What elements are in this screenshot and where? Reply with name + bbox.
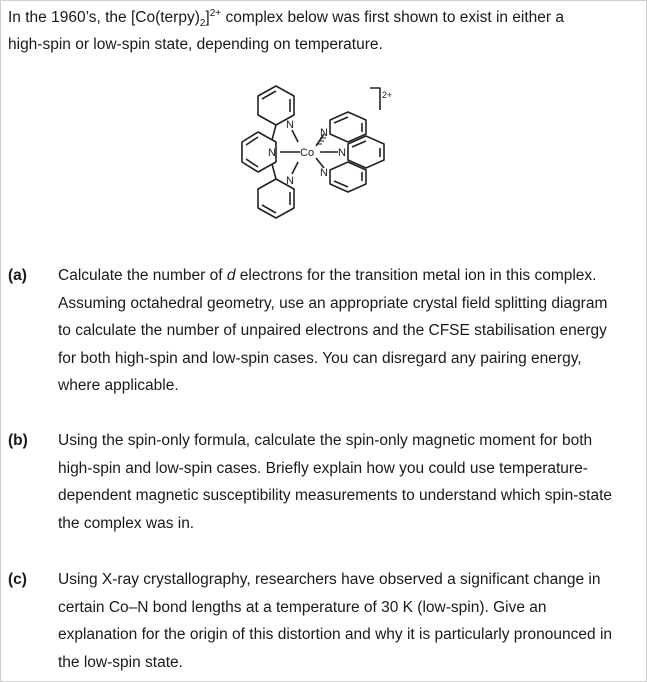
- n-atom-right-top: N: [320, 127, 328, 139]
- n-atom-top-left: N: [286, 119, 294, 131]
- n-atom-right-middle: N: [338, 147, 346, 159]
- co-terpy-structure: [220, 82, 410, 230]
- question-label: (a): [8, 267, 27, 284]
- intro-text-line2: high-spin or low-spin state, depending on temperature.: [8, 36, 383, 53]
- intro-text-part2: ]: [205, 9, 210, 26]
- charge-label: 2+: [382, 90, 393, 100]
- intro-text-part3: complex below was first shown to exist in either a: [221, 9, 565, 26]
- pyridine-ring-right-top: [330, 112, 366, 142]
- pyridine-ring-right-middle: [348, 136, 384, 168]
- question-text: Using the spin-only formula, calculate the spin-only magnetic moment for both high-spin and low-spin cases. Briefly explain how you could use temperature-dependent magnetic susceptibility measurements to understand which spin-state the complex was in.: [58, 432, 613, 532]
- question-text: Using X-ray crystallography, researchers have observed a significant change in certain Co–N bond lengths at a temperature of 30 K (low-spin). Give an explanation for the origin of this distortion and why it is particularly pronounced in the low-spin state.: [58, 571, 613, 671]
- intro-subscript: 2: [199, 18, 206, 30]
- question-label: (b): [8, 432, 28, 449]
- intro-superscript: 2+: [209, 7, 222, 19]
- intro-paragraph: [8, 4, 638, 58]
- n-atom-bottom-left: N: [286, 175, 294, 187]
- question-label: (c): [8, 571, 27, 588]
- n-atom-middle-left: N: [268, 147, 276, 159]
- question-text: Calculate the number of d electrons for the transition metal ion in this complex. Assuming octahedral geometry, use an appropriate crystal field splitting diagram to calculate the number of unpaired electrons and the CFSE stabilisation energy for both high-spin and low-spin cases. You can disregard any pairing energy, where applicable.: [58, 267, 608, 394]
- pyridine-ring-right-bottom: [330, 162, 366, 192]
- charge-bracket: [370, 88, 380, 110]
- n-atom-right-bottom: N: [320, 167, 328, 179]
- intro-text-part1: In the 1960’s, the [Co(terpy): [8, 9, 200, 26]
- co-atom: Co: [300, 147, 315, 159]
